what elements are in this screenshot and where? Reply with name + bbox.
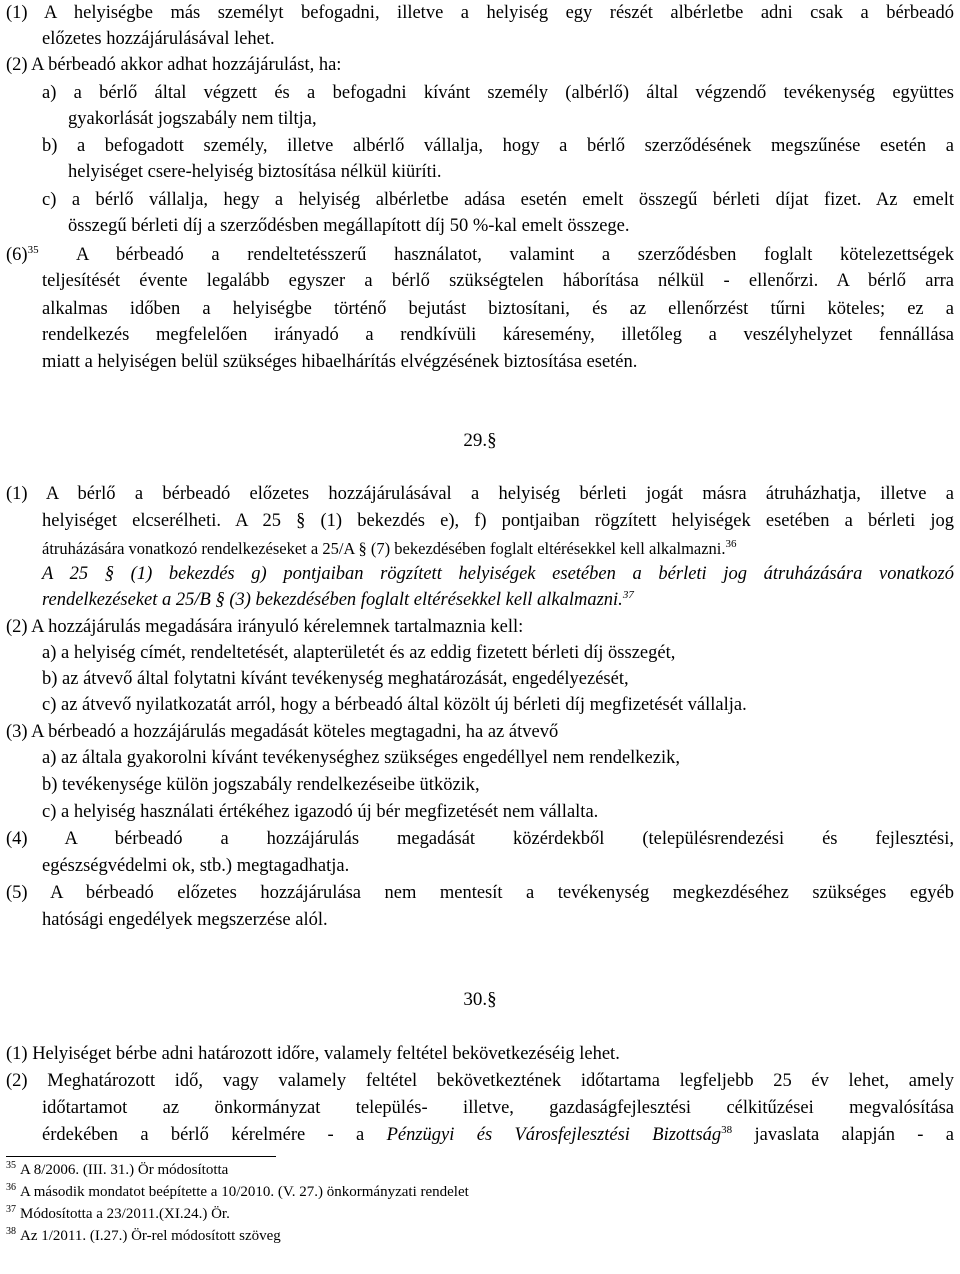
item-2c-line-1: c) a bérlő vállalja, hegy a helyiség albérletbe adása esetén emelt összegű bérleti díjat fizet. Az emelt [42, 190, 954, 210]
footnote-36 [6, 1182, 469, 1202]
footnote-text: Az 1/2011. (I.27.) Ör-rel módosított szöveg [20, 1228, 281, 1244]
footnote-37 [6, 1204, 230, 1224]
s29-paragraph-4-line-1: (4) A bérbeadó a hozzájárulás megadását közérdekből (településrendezési és fejlesztési, [6, 829, 954, 849]
item-2a-line-2: gyakorlását jogszabály nem tiltja, [68, 109, 317, 129]
footnote-ref-37: 37 [622, 589, 634, 601]
item-2a-line-1: a) a bérlő által végzett és a befogadni kívánt személy (albérlő) által végzendő tevékenység együttes [42, 83, 954, 103]
s29-paragraph-5-line-2: hatósági engedélyek megszerzése alól. [42, 910, 328, 930]
paragraph-6-line-2: teljesítését évente legalább egyszer a bérlő szükségtelen háborítása nélkül - ellenőrzi. A bérlő arra [42, 271, 954, 291]
footnote-text: A 8/2006. (III. 31.) Ör módosította [20, 1162, 229, 1178]
s29-item-2b: b) az átvevő által folytatni kívánt tevékenység meghatározását, engedélyezését, [42, 669, 629, 689]
paragraph-1-line-1: (1) A helyiségbe más személyt befogadni, illetve a helyiség egy részét albérletbe adni csak a bérbeadó [6, 3, 954, 23]
s30-paragraph-2-line-1: (2) Meghatározott idő, vagy valamely feltétel bekövetkeztének időtartama legfeljebb 25 év lehet, amely [6, 1071, 954, 1091]
s29-paragraph-1-line-3 [42, 536, 737, 563]
footnote-ref-35: 35 [27, 244, 39, 256]
footnote-separator [6, 1156, 276, 1157]
s30-line-3-start: érdekében a bérlő kérelmére - a [42, 1125, 365, 1145]
footnote-text: A második mondatot beépítette a 10/2010. (V. 27.) önkormányzati rendelet [20, 1184, 469, 1200]
item-2b-line-2: helyiséget csere-helyiség biztosítása nélkül kiüríti. [68, 162, 442, 182]
s29-paragraph-1-line-2: helyiséget elcserélheti. A 25 § (1) bekezdés e), f) pontjaiban rögzített helyiségek esetében a bérleti jog [42, 511, 954, 531]
committee-name: Pénzügyi és Városfejlesztési Bizottság [386, 1125, 722, 1145]
item-2b-line-1: b) a befogadott személy, illetve albérlő vállalja, hogy a bérlő szerződésének megszűnése esetén a [42, 136, 954, 156]
section-heading-29: 29.§ [463, 430, 497, 451]
footnote-35 [6, 1160, 228, 1180]
s29-item-2c: c) az átvevő nyilatkozatát arról, hogy a bérbeadó által közölt új bérleti díj megfizetését vállalja. [42, 695, 747, 715]
paragraph-6-line-1: A bérbeadó a rendeltetésszerű használatot, valamint a szerződésben foglalt kötelezettségek [76, 245, 954, 265]
s30-paragraph-2-line-3 [42, 1122, 954, 1149]
s29-item-2a: a) a helyiség címét, rendeltetését, alapterületét és az eddig fizetett bérleti díj összegét, [42, 643, 676, 663]
s29-item-3b: b) tevékenysége külön jogszabály rendelkezéseibe ütközik, [42, 775, 480, 795]
s29-item-3a: a) az általa gyakorolni kívánt tevékenységhez szükséges engedéllyel nem rendelkezik, [42, 748, 680, 768]
footnote-number: 36 [6, 1182, 16, 1193]
s29-paragraph-3-line-1: (3) A bérbeadó a hozzájárulás megadását köteles megtagadni, ha az átvevő [6, 722, 559, 742]
paragraph-6-line-5: miatt a helyiségen belül szükséges hibaelhárítás elvégzésének biztosítása esetén. [42, 352, 638, 372]
s29-paragraph-4-line-2: egészségvédelmi ok, stb.) megtagadhatja. [42, 856, 350, 876]
s30-paragraph-1: (1) Helyiséget bérbe adni határozott időre, valamely feltétel bekövetkezéséig lehet. [6, 1044, 620, 1064]
paragraph-1-line-2: előzetes hozzájárulásával lehet. [42, 29, 275, 49]
footnote-38 [6, 1226, 281, 1246]
paragraph-2-line-1: (2) A bérbeadó akkor adhat hozzájárulást, ha: [6, 55, 342, 75]
s29-paragraph-1-line-5-text: rendelkezéseket a 25/B § (3) bekezdésében foglalt eltérésekkel kell alkalmazni. [42, 590, 623, 610]
s30-line-3-end: javaslata alapján - a [754, 1125, 955, 1145]
footnote-ref-38: 38 [721, 1124, 733, 1136]
s29-item-3c: c) a helyiség használati értékéhez igazodó új bér megfizetését nem vállalta. [42, 802, 599, 822]
paragraph-6-number: (6) [6, 245, 28, 265]
paragraph-6-line-4: rendelkezés megfelelően irányadó a rendkívüli káresemény, illetőleg a veszélyhelyzet fennállása [42, 325, 954, 345]
section-heading-30: 30.§ [463, 989, 497, 1010]
s29-paragraph-2-line-1: (2) A hozzájárulás megadására irányuló kérelemnek tartalmaznia kell: [6, 617, 524, 637]
s29-paragraph-1-line-3-text: átruházására vonatkozó rendelkezéseket a 25/A § (7) bekezdésében foglalt eltérésekkel kell alkalmazni. [42, 539, 726, 558]
s29-paragraph-1-line-1: (1) A bérlő a bérbeadó előzetes hozzájárulásával a helyiség bérleti jogát másra átruházhatja, illetve a [6, 484, 954, 504]
s29-paragraph-5-line-1: (5) A bérbeadó előzetes hozzájárulása nem mentesít a tevékenység megkezdéséhez szükséges egyéb [6, 883, 954, 903]
paragraph-6-label [6, 242, 39, 269]
footnote-ref-36: 36 [725, 538, 737, 550]
s30-paragraph-2-line-2: időtartamot az önkormányzat település- illetve, gazdaságfejlesztési célkitűzései megvalósítása [42, 1098, 954, 1118]
s29-paragraph-1-line-5 [42, 587, 634, 614]
footnote-number: 38 [6, 1226, 16, 1237]
s29-paragraph-1-line-4: A 25 § (1) bekezdés g) pontjaiban rögzített helyiségek esetében a bérleti jog átruházására vonatkozó [42, 564, 954, 584]
footnote-text: Módosította a 23/2011.(XI.24.) Ör. [20, 1206, 230, 1222]
footnote-number: 35 [6, 1160, 16, 1171]
paragraph-6-line-3: alkalmas időben a helyiségbe történő bejutást biztosítani, és az ellenőrzést tűrni köteles; ez a [42, 299, 954, 319]
item-2c-line-2: összegű bérleti díj a szerződésben megállapított díj 50 %-kal emelt összege. [68, 216, 630, 236]
footnote-number: 37 [6, 1204, 16, 1215]
